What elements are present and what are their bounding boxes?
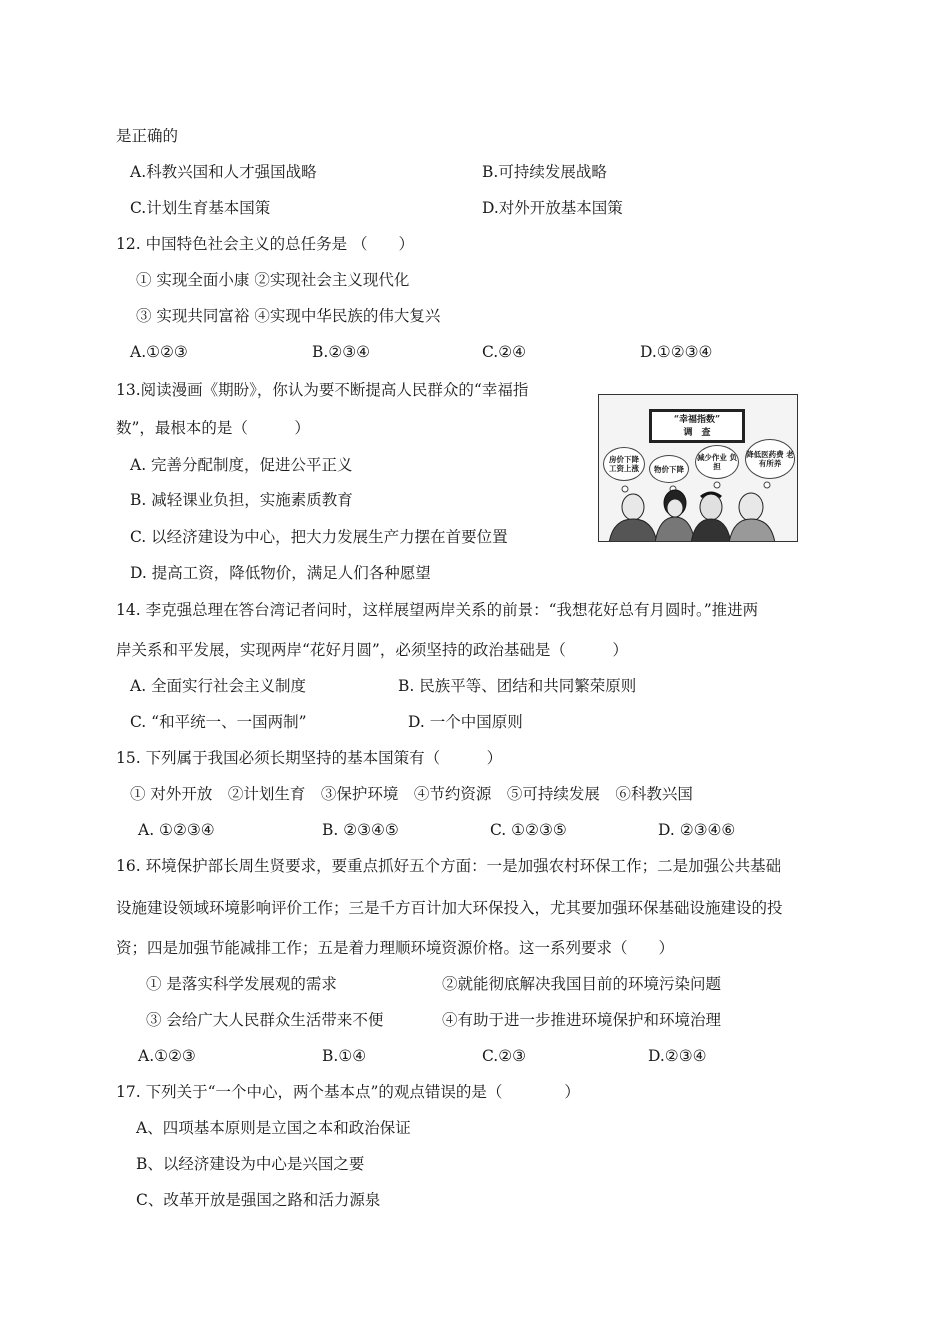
- q17-option-b: B、以经济建设为中心是兴国之要: [136, 1155, 365, 1173]
- question-13-line2: 数”，最根本的是（ ）: [116, 419, 310, 437]
- question-14-line2: 岸关系和平发展，实现两岸“花好月圆”，必须坚持的政治基础是（ ）: [116, 641, 628, 659]
- question-16-line3: 资；四是加强节能减排工作；五是着力理顺环境资源价格。这一系列要求（ ）: [116, 939, 675, 957]
- q15-option-b: B. ②③④⑤: [322, 821, 399, 839]
- sign-title: “幸福指数”: [673, 415, 721, 425]
- q12-option-c: C.②④: [482, 343, 527, 361]
- option-c: C.计划生育基本国策: [130, 199, 271, 217]
- question-14-line1: 14. 李克强总理在答台湾记者问时，这样展望两岸关系的前景：“我想花好总有月圆时。”推进两: [116, 601, 759, 619]
- q13-option-b: B. 减轻课业负担，实施素质教育: [130, 491, 353, 509]
- question-16-line1: 16. 环境保护部长周生贤要求，要重点抓好五个方面：一是加强农村环保工作；二是加强公共基础: [116, 857, 782, 875]
- q13-option-a: A. 完善分配制度，促进公平正义: [130, 456, 353, 474]
- q16-option-b: B.①④: [322, 1047, 367, 1065]
- option-a: A.科教兴国和人才强国战略: [130, 163, 317, 181]
- q15-option-a: A. ①②③④: [138, 821, 215, 839]
- q14-option-b: B. 民族平等、团结和共同繁荣原则: [398, 677, 637, 695]
- q12-item-1: ① 实现全面小康 ②实现社会主义现代化: [136, 271, 410, 289]
- cartoon-image: [598, 394, 798, 542]
- q12-option-d: D.①②③④: [640, 343, 713, 361]
- q12-option-a: A.①②③: [130, 343, 188, 361]
- q16-item-3: ③ 会给广大人民群众生活带来不便: [146, 1011, 384, 1029]
- q16-item-1: ① 是落实科学发展观的需求: [146, 975, 337, 993]
- option-b: B.可持续发展战略: [482, 163, 607, 181]
- q13-option-c: C. 以经济建设为中心，把大力发展生产力摆在首要位置: [130, 528, 508, 546]
- q14-option-d: D. 一个中国原则: [408, 713, 523, 731]
- q13-option-d: D. 提高工资，降低物价，满足人们各种愿望: [130, 564, 431, 582]
- question-16-line2: 设施建设领域环境影响评价工作；三是千方百计加大环保投入，尤其要加强环保基础设施建设的投: [116, 899, 783, 917]
- q15-items: ① 对外开放 ②计划生育 ③保护环境 ④节约资源 ⑤可持续发展 ⑥科教兴国: [130, 785, 693, 803]
- cartoon-figures: [599, 395, 798, 542]
- option-d: D.对外开放基本国策: [482, 199, 623, 217]
- sign-subtitle: 调 查: [683, 428, 711, 438]
- question-12: 12. 中国特色社会主义的总任务是 （ ）: [116, 235, 415, 253]
- q16-option-c: C.②③: [482, 1047, 527, 1065]
- thought-bubble-4: 降低医药费 老有所养: [745, 439, 795, 479]
- q17-option-c: C、改革开放是强国之路和活力源泉: [136, 1191, 381, 1209]
- q12-option-b: B.②③④: [312, 343, 371, 361]
- thought-bubble-1: 房价下降 工资上涨: [603, 447, 645, 481]
- q16-option-a: A.①②③: [138, 1047, 196, 1065]
- q16-option-d: D.②③④: [648, 1047, 707, 1065]
- q14-option-a: A. 全面实行社会主义制度: [130, 677, 307, 695]
- question-15: 15. 下列属于我国必须长期坚持的基本国策有（ ）: [116, 749, 503, 767]
- thought-bubble-3: 减少作业 负担: [695, 445, 739, 479]
- q14-option-c: C. “和平统一、一国两制”: [130, 713, 307, 731]
- question-17: 17. 下列关于“一个中心，两个基本点”的观点错误的是（ ）: [116, 1083, 580, 1101]
- q15-option-d: D. ②③④⑥: [658, 821, 736, 839]
- thought-bubble-2: 物价下降: [649, 455, 689, 483]
- q16-item-4: ④有助于进一步推进环境保护和环境治理: [442, 1011, 722, 1029]
- q15-option-c: C. ①②③⑤: [490, 821, 567, 839]
- q12-item-2: ③ 实现共同富裕 ④实现中华民族的伟大复兴: [136, 307, 441, 325]
- q17-option-a: A、四项基本原则是立国之本和政治保证: [136, 1119, 411, 1137]
- q16-item-2: ②就能彻底解决我国目前的环境污染问题: [442, 975, 722, 993]
- question-13-line1: 13.阅读漫画《期盼》，你认为要不断提高人民群众的“幸福指: [116, 381, 529, 399]
- continuation-text: 是正确的: [116, 127, 179, 145]
